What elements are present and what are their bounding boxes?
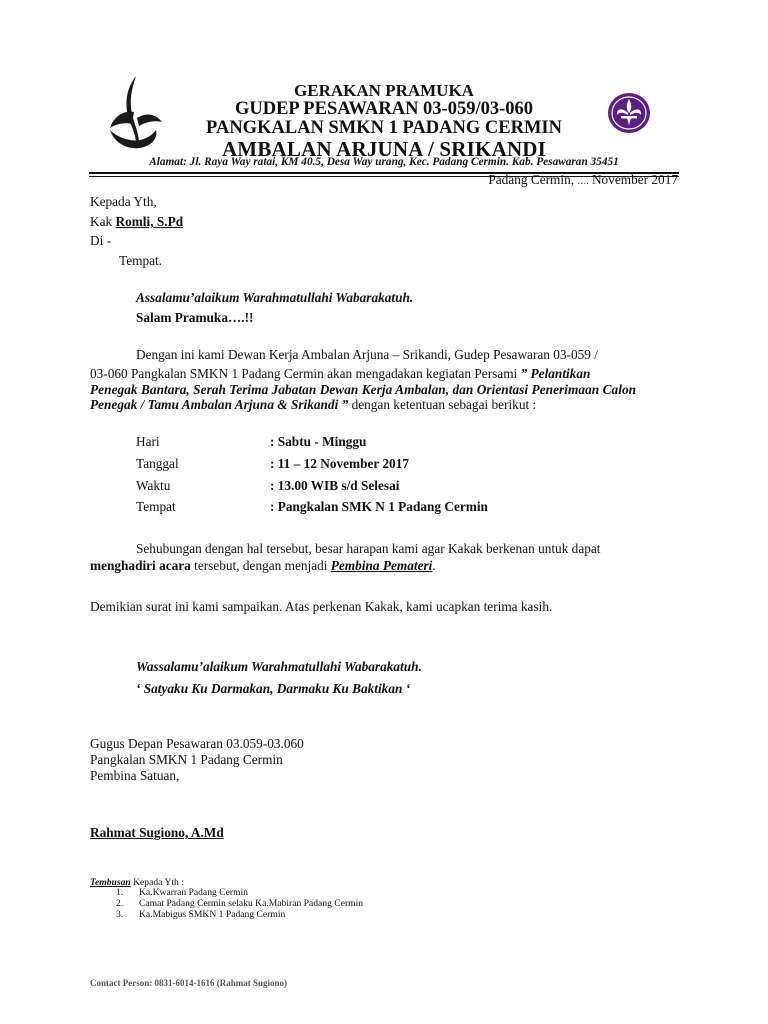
- event-title-start: ” Pelantikan: [520, 366, 591, 381]
- date-day: ….: [577, 176, 589, 186]
- detail-value-tempat: : Pangkalan SMK N 1 Padang Cermin: [270, 499, 488, 514]
- body-line-4-text: dengan ketentuan sebagai berikut :: [348, 397, 537, 412]
- detail-label-hari: Hari: [136, 434, 160, 449]
- greeting-salam: Assalamu’alaikum Warahmatullahi Wabarakatuh.: [136, 290, 414, 305]
- body-line-2: [90, 366, 590, 382]
- event-title-middle: Penegak Bantara, Serah Terima Jabatan Dewan Kerja Ambalan, dan Orientasi Penerimaan Calon: [90, 382, 637, 397]
- signature-pangkalan: Pangkalan SMKN 1 Padang Cermin: [90, 752, 283, 767]
- signature-role: Pembina Satuan,: [90, 768, 180, 783]
- signature-name: Rahmat Sugiono, A.Md: [90, 825, 224, 840]
- closing-motto: ‘ Satyaku Ku Darmakan, Darmaku Ku Baktikan ‘: [136, 681, 411, 696]
- tembusan-label: Tembusan: [90, 877, 131, 888]
- closing-line-1: Sehubungan dengan hal tersebut, besar harapan kami agar Kakak berkenan untuk dapat: [136, 541, 601, 556]
- pangkalan-name: PANGKALAN SMKN 1 PADANG CERMIN: [206, 118, 562, 138]
- closing-thanks: Demikian surat ini kami sampaikan. Atas perkenan Kakak, kami ucapkan terima kasih.: [90, 599, 553, 614]
- tembusan-suffix: Kepada Yth :: [130, 877, 184, 888]
- date-place: Padang Cermin,: [488, 172, 575, 187]
- recipient-name: Romli, S.Pd: [115, 214, 184, 229]
- pramuka-emblem-icon: [606, 91, 652, 135]
- tembusan-item-1: Ka.Kwarran Padang Cermin: [139, 887, 248, 898]
- detail-label-waktu: Waktu: [136, 478, 171, 493]
- org-name: GERAKAN PRAMUKA: [294, 81, 474, 100]
- recipient-place: Tempat.: [119, 253, 163, 268]
- body-line-2-text: 03-060 Pangkalan SMKN 1 Padang Cermin akan mengadakan kegiatan Persami: [90, 366, 521, 381]
- gudep-name: GUDEP PESAWARAN 03-059/03-060: [234, 99, 534, 119]
- recipient-di: Di -: [90, 233, 112, 248]
- body-line-4: [90, 397, 536, 413]
- tembusan-item-1-num: 1.: [116, 887, 124, 898]
- ambalan-name: AMBALAN ARJUNA / SRIKANDI: [221, 137, 547, 161]
- closing-attend: menghadiri acara: [90, 558, 191, 573]
- greeting-pramuka: Salam Pramuka….!!: [136, 310, 254, 325]
- body-line-1: Dengan ini kami Dewan Kerja Ambalan Arjuna – Srikandi, Gudep Pesawaran 03-059 /: [136, 347, 598, 362]
- detail-value-hari: : Sabtu - Minggu: [270, 434, 367, 449]
- event-title-end: Penegak / Tamu Ambalan Arjuna & Srikandi ”: [90, 397, 349, 412]
- recipient-title: Kak: [90, 214, 113, 229]
- detail-label-tempat: Tempat: [136, 499, 176, 514]
- detail-value-waktu: : 13.00 WIB s/d Selesai: [270, 478, 400, 493]
- letter-date: [488, 172, 678, 188]
- closing-end: .: [432, 558, 436, 573]
- tembusan-item-2: Camat Padang Cermin selaku Ka.Mabiran Padang Cermin: [139, 898, 364, 909]
- recipient-name-line: [90, 214, 183, 230]
- letterhead-address: Alamat: Jl. Raya Way ratai, KM 40.5, Desa Way urang, Kec. Padang Cermin. Kab. Pesawaran 35451: [149, 156, 619, 168]
- closing-mid: tersebut, dengan menjadi: [190, 558, 331, 573]
- detail-value-tanggal: : 11 – 12 November 2017: [270, 456, 409, 471]
- detail-label-tanggal: Tanggal: [136, 456, 179, 471]
- tembusan-item-3: Ka.Mabigus SMKN 1 Padang Cermin: [139, 909, 286, 920]
- closing-line-2: [90, 558, 436, 574]
- recipient-salutation: Kepada Yth,: [90, 194, 157, 209]
- tembusan-item-3-num: 3.: [116, 909, 124, 920]
- date-month-year: November 2017: [591, 172, 678, 187]
- signature-gudep: Gugus Depan Pesawaran 03.059-03.060: [90, 736, 304, 751]
- tembusan-item-2-num: 2.: [116, 898, 124, 909]
- contact-person: Contact Person: 0831-6014-1616 (Rahmat Sugiono): [90, 978, 287, 988]
- closing-wassalam: Wassalamu’alaikum Warahmatullahi Wabarakatuh.: [136, 659, 422, 674]
- closing-role: Pembina Pemateri: [330, 558, 433, 573]
